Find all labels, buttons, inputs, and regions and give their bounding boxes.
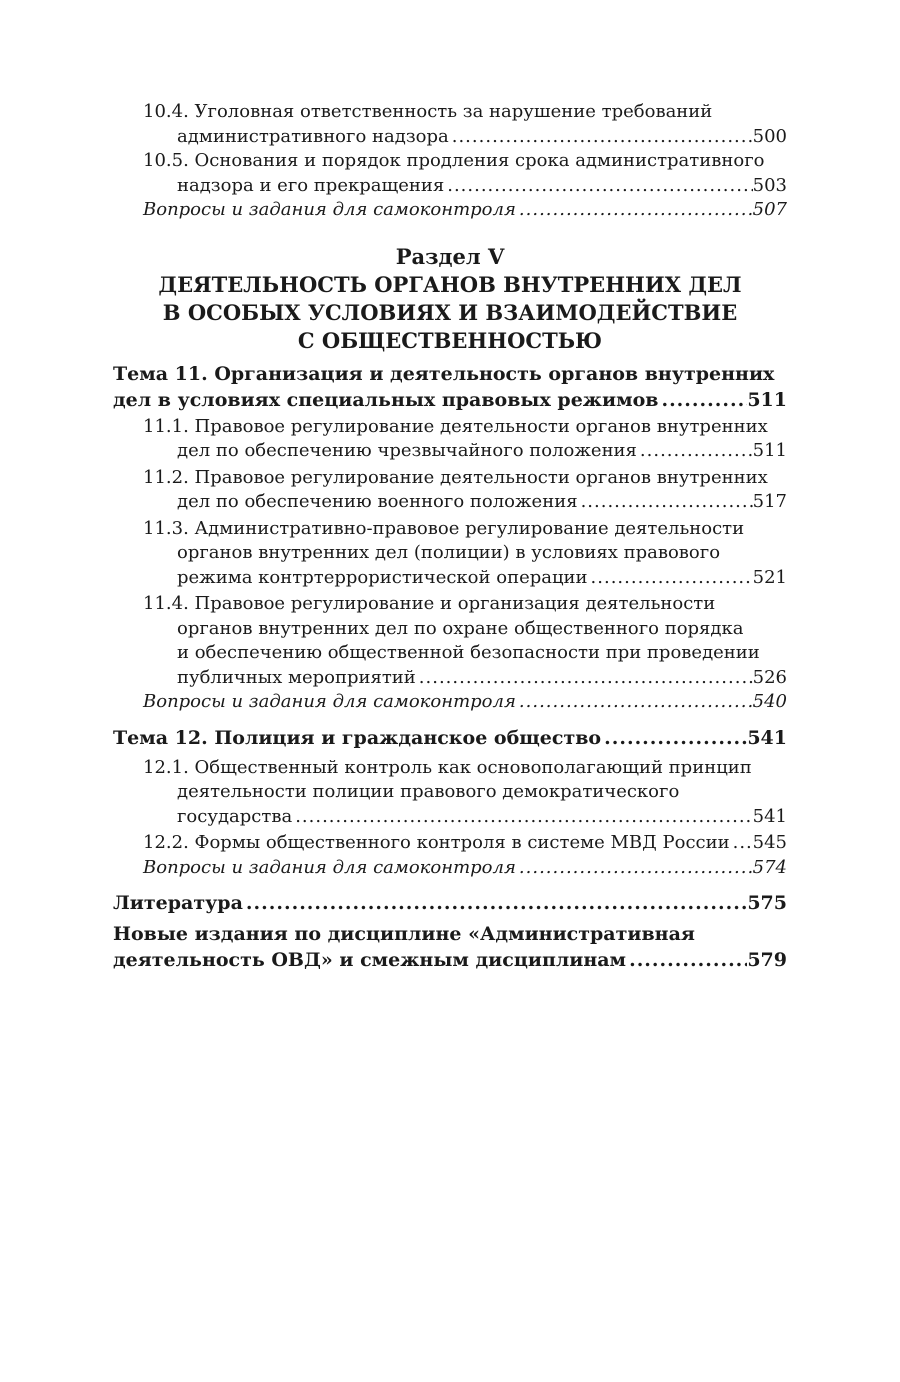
toc-literature [113,890,787,916]
page-number: 574 [752,856,787,878]
toc-entry-text: органов внутренних дел (полиции) в условиях правового [177,542,721,563]
toc-entry-text: 11.2. Правовое регулирование деятельности органов внутренних [143,466,768,488]
dot-leader [292,805,752,830]
dot-leader [626,947,747,973]
page-number: 540 [752,691,787,712]
toc-new-editions [113,921,787,973]
toc-entry-text: надзора и его прекращения [177,174,445,196]
dot-leader [416,666,753,691]
section-label: Раздел V [395,243,505,269]
toc-entry-text: деятельности полиции правового демократического [177,781,680,802]
toc-entry-text: Вопросы и задания для самоконтроля [143,856,516,878]
page-number: 517 [752,491,787,512]
toc-entry-11-2 [113,466,787,515]
page-number: 575 [747,892,787,914]
dot-leader [449,125,753,150]
dot-leader [516,690,753,715]
toc-entry-text: 10.5. Основания и порядок продления срока административного [143,150,765,171]
page-number: 526 [752,666,787,688]
dot-leader [588,566,753,591]
page-number: 521 [752,566,787,588]
table-of-contents [113,100,787,973]
toc-topic-text: деятельность ОВД» и смежным дисциплинам [113,949,627,971]
page-number: 545 [752,832,787,853]
page-number: 511 [752,440,787,461]
page-number: 541 [752,805,787,827]
toc-entry-text: административного надзора [177,125,449,147]
toc-topic-text: Новые издания по дисциплине «Административная [113,923,695,945]
toc-topic-12 [113,725,787,751]
dot-leader [730,831,753,856]
dot-leader [658,387,747,413]
page-number: 503 [752,174,787,196]
toc-entry-text: 12.2. Формы общественного контроля в системе МВД России [143,832,730,853]
dot-leader [601,725,747,751]
page-number: 511 [747,388,787,411]
toc-topic-text: Литература [113,892,243,914]
toc-entry-10-4 [113,100,787,149]
toc-entry-text: дел по обеспечению чрезвычайного положения [177,440,637,461]
toc-entry-text: публичных мероприятий [177,666,416,688]
toc-entry-text: 11.4. Правовое регулирование и организация деятельности [143,593,716,614]
toc-topic-text: Тема 11. Организация и деятельность органов внутренних [113,362,775,385]
toc-entry-text: 11.3. Административно-правовое регулирование деятельности [143,517,745,539]
section-title-line: В ОСОБЫХ УСЛОВИЯХ И ВЗАИМОДЕЙСТВИЕ [162,299,738,325]
toc-self-check-2 [113,690,787,715]
toc-self-check-1 [113,198,787,223]
page-number: 500 [752,125,787,147]
toc-entry-10-5 [113,149,787,198]
page-number: 579 [747,949,787,971]
dot-leader [578,490,753,515]
toc-entry-text: Вопросы и задания для самоконтроля [143,199,516,220]
toc-entry-12-1 [113,756,787,830]
dot-leader [516,856,753,881]
toc-topic-text: Тема 12. Полиция и гражданское общество [113,726,602,749]
toc-self-check-3 [113,856,787,881]
toc-entry-11-3 [113,517,787,591]
toc-entry-text: режима контртеррористической операции [177,566,588,588]
dot-leader [516,198,753,223]
toc-entry-11-4 [113,592,787,690]
toc-entry-12-2 [113,831,787,856]
toc-entry-text: 12.1. Общественный контроль как основополагающий принцип [143,756,752,778]
toc-entry-text: 10.4. Уголовная ответственность за нарушение требований [143,101,713,122]
toc-entry-text: и обеспечению общественной безопасности при проведении [177,642,760,663]
toc-entry-text: 11.1. Правовое регулирование деятельности органов внутренних [143,415,768,437]
toc-entry-text: Вопросы и задания для самоконтроля [143,691,516,712]
toc-entry-text: государства [177,805,293,827]
section-title-line: С ОБЩЕСТВЕННОСТЬЮ [297,327,603,353]
toc-entry-text: органов внутренних дел по охране общественного порядка [177,617,744,639]
section-title-line: ДЕЯТЕЛЬНОСТЬ ОРГАНОВ ВНУТРЕННИХ ДЕЛ [158,271,742,297]
page-number: 541 [747,726,787,749]
toc-entry-text: дел по обеспечению военного положения [177,491,578,512]
toc-topic-11 [113,361,787,413]
dot-leader [243,890,747,916]
dot-leader [444,174,752,199]
page-number: 507 [752,199,787,220]
toc-entry-11-1 [113,415,787,464]
section-heading [113,243,787,355]
toc-topic-text: дел в условиях специальных правовых режимов [113,388,659,411]
dot-leader [637,439,753,464]
